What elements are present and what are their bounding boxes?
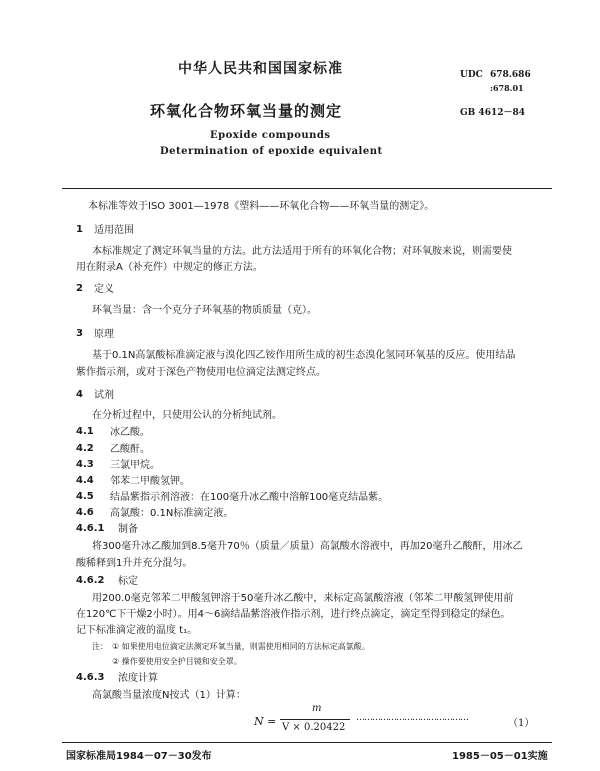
section-3-text-line1: 基于0.1N高氯酸标准滴定液与溴化四乙铵作用所生成的初生态溴化氢同环氧基的反应。使用结晶 — [92, 350, 516, 361]
section-3-number: 3 — [76, 328, 83, 339]
formula-fraction-bar — [280, 719, 350, 720]
subsection-number: 4.6.2 — [76, 575, 105, 586]
formula-equation-number: （1） — [508, 718, 535, 729]
note-label: 注： — [92, 642, 108, 651]
item-text: 高氯酸：0.1N标准滴定液。 — [110, 508, 234, 519]
formula-leader-dots: …………………………………… — [356, 713, 468, 723]
item-number: 4.5 — [76, 491, 94, 502]
issue-date: 国家标准局1984－07－30发布 — [66, 751, 212, 762]
formula-denominator: V × 0.20422 — [282, 722, 346, 733]
footer-divider — [62, 742, 552, 743]
note-2: ② 操作要使用安全护目镜和安全罩。 — [112, 657, 242, 666]
section-2-title: 定义 — [94, 284, 114, 295]
subsection-text-line2: 酸稀释到1升并充分混匀。 — [76, 558, 193, 569]
formula-lhs: N = — [254, 715, 277, 728]
item-number: 4.3 — [76, 459, 94, 470]
section-1-number: 1 — [76, 224, 83, 235]
item-number: 4.2 — [76, 443, 94, 454]
item-text: 三氯甲烷。 — [110, 460, 160, 471]
intro-paragraph: 本标准等效于ISO 3001—1978《塑料——环氧化合物——环氧当量的测定》。 — [88, 201, 435, 212]
section-1-text-line1: 本标准规定了测定环氧当量的方法。此方法适用于所有的环氧化合物；对环氧胺来说，则需要使 — [92, 246, 512, 257]
section-4-intro: 在分析过程中，只使用公认的分析纯试剂。 — [92, 410, 282, 421]
document-title-cn: 环氧化合物环氧当量的测定 — [150, 102, 343, 120]
item-text: 冰乙酸。 — [110, 427, 150, 438]
section-3-title: 原理 — [94, 329, 114, 340]
item-text: 乙酸酐。 — [110, 444, 150, 455]
section-4-title: 试剂 — [94, 390, 114, 401]
subsection-text-line1: 用200.0毫克邻苯二甲酸氢钾溶于50毫升冰乙酸中，来标定高氯酸溶液（邻苯二甲酸氢钾使用前 — [92, 593, 514, 604]
implementation-date: 1985－05－01实施 — [452, 751, 548, 762]
gb-standard-number: GB 4612－84 — [460, 108, 525, 118]
note-1: ① 如果使用电位滴定法测定环氧当量，则需使用相同的方法标定高氯酸。 — [112, 642, 370, 651]
issuing-country-header: 中华人民共和国国家标准 — [178, 61, 343, 77]
subsection-title: 制备 — [118, 524, 138, 535]
section-2-number: 2 — [76, 283, 83, 294]
section-4-number: 4 — [76, 389, 83, 400]
section-1-title: 适用范围 — [94, 225, 134, 236]
header-divider — [62, 188, 552, 189]
document-title-en-line2: Determination of epoxide equivalent — [160, 146, 383, 157]
udc-label: UDC — [460, 70, 483, 80]
item-number: 4.6 — [76, 507, 94, 518]
subsection-text-line1: 将300毫升冰乙酸加到8.5毫升70％（质量／质量）高氯酸水溶液中，再加20毫升乙酸酐，用冰乙 — [92, 541, 523, 552]
section-1-text-line2: 用在附录A（补充件）中规定的修正方法。 — [76, 262, 263, 273]
subsection-title: 浓度计算 — [118, 673, 158, 684]
item-text: 结晶紫指示剂溶液：在100毫升冰乙酸中溶解100毫克结晶紫。 — [110, 492, 389, 503]
formula-numerator: m — [312, 703, 322, 714]
document-title-en-line1: Epoxide compounds — [210, 130, 331, 141]
item-number: 4.4 — [76, 475, 94, 486]
subsection-text-line3: 记下标准滴定液的温度 t₁。 — [76, 625, 198, 636]
subsection-number: 4.6.1 — [76, 523, 105, 534]
item-text: 邻苯二甲酸氢钾。 — [110, 476, 190, 487]
subsection-title: 标定 — [118, 576, 138, 587]
subsection-text-line2: 在120℃下干燥2小时）。用4～6滴结晶紫溶液作指示剂，进行终点滴定，滴定至得到稳定的绿色。 — [76, 609, 511, 620]
udc-code-line1: 678.686 — [490, 70, 531, 80]
subsection-number: 4.6.3 — [76, 672, 105, 683]
item-number: 4.1 — [76, 426, 94, 437]
udc-code-line2: :678.01 — [490, 83, 524, 93]
section-2-text: 环氧当量：含一个克分子环氧基的物质质量（克）。 — [92, 305, 317, 316]
subsection-text-line1: 高氯酸当量浓度N按式（1）计算： — [92, 690, 246, 701]
section-3-text-line2: 紫作指示剂，或对于深色产物使用电位滴定法测定终点。 — [76, 367, 326, 378]
